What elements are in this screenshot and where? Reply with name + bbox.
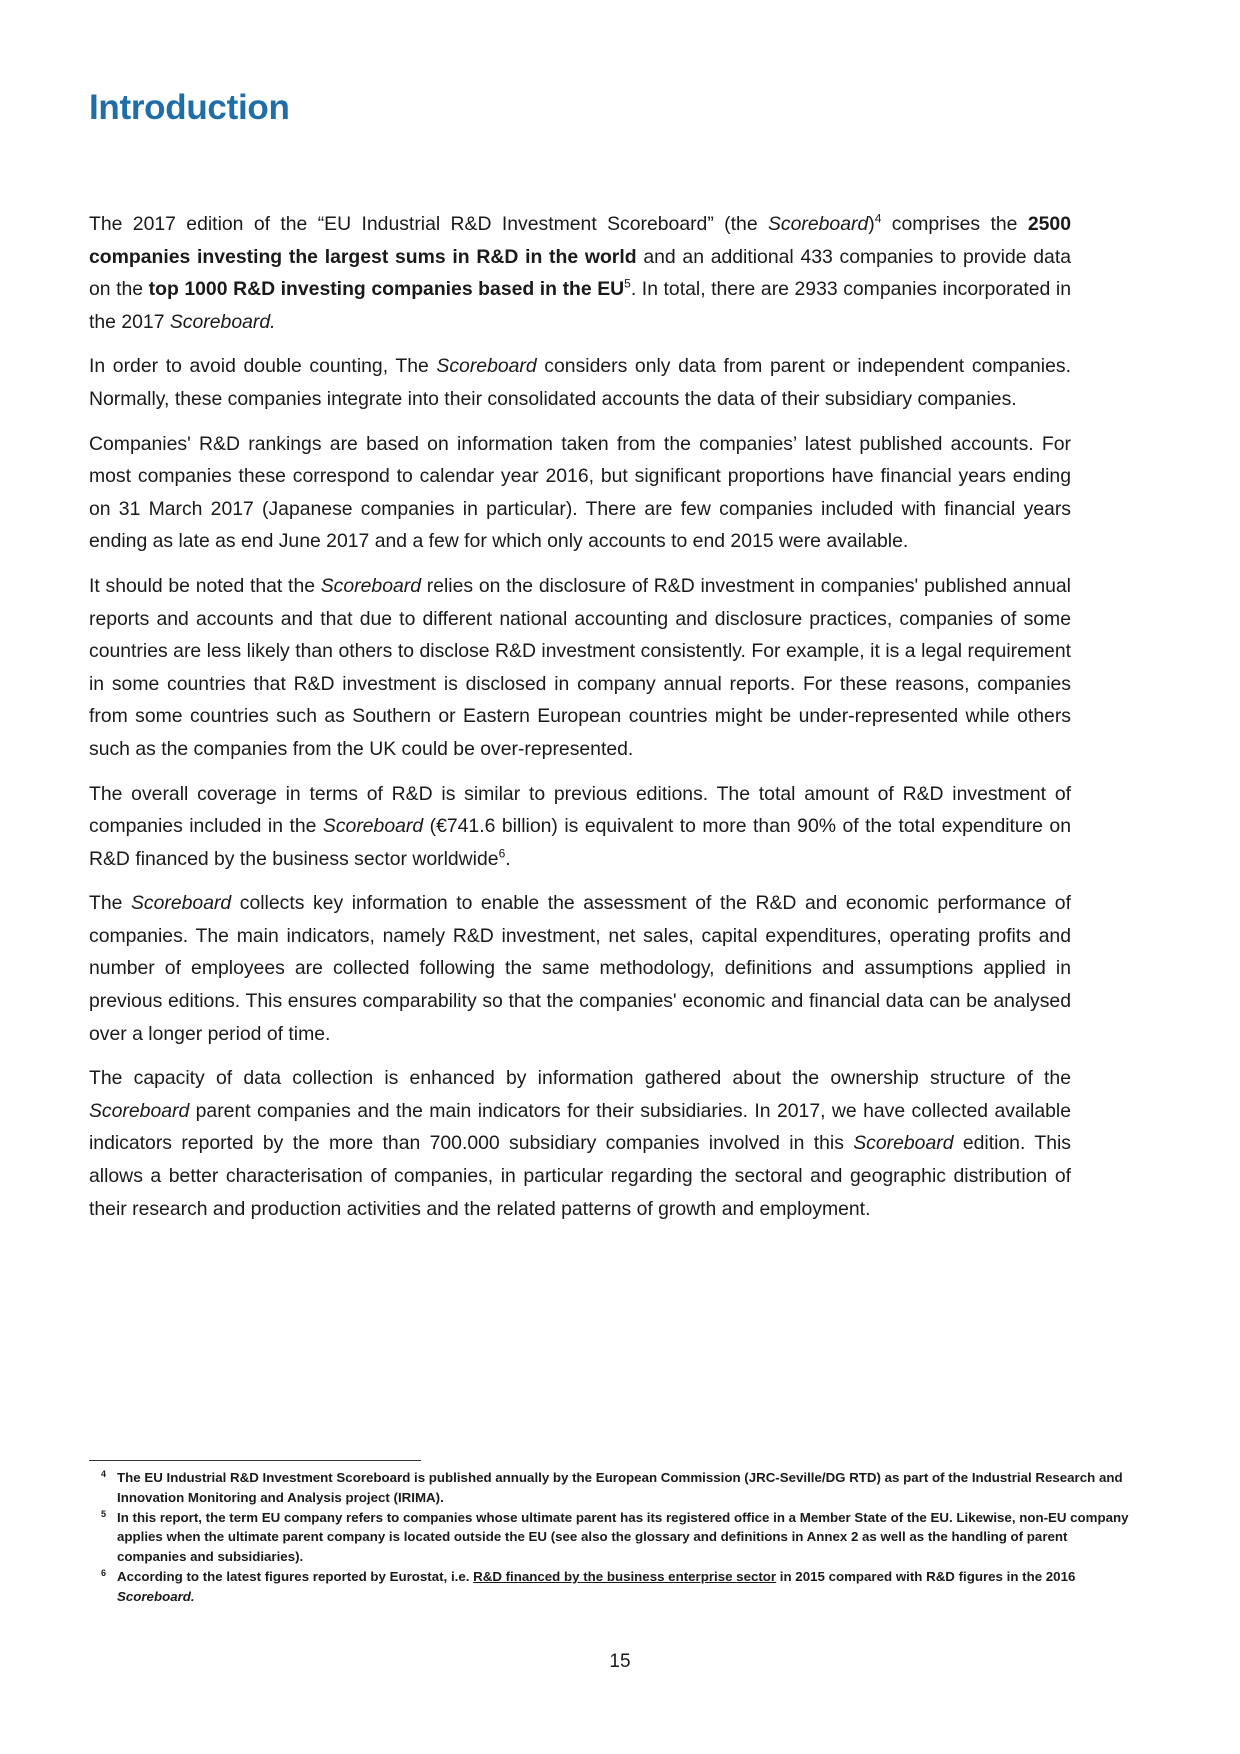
paragraph-6: The Scoreboard collects key information to enable the assessment of the R&D and economic performance of companies. The main indicators, namely R&D investment, net sales, capital expenditures, operating profits and number of employees are collected following the same methodology, definitions and assumptions applied in previous editions. This ensures comparability so that the companies' economic and financial data can be analysed over a longer period of time.	[89, 892, 1071, 1045]
footnotes	[89, 1468, 1129, 1607]
page-number: 15	[609, 1651, 631, 1672]
eurostat-link[interactable]: R&D financed by the business enterprise sector	[473, 1568, 777, 1584]
footnote-ref-6[interactable]: 6	[498, 846, 506, 861]
footnote-mark: 6	[101, 1567, 107, 1578]
footnote-4: 4 The EU Industrial R&D Investment Scoreboard is published annually by the European Commission (JRC-Seville/DG RTD) as part of the Industrial Research and Innovation Monitoring and Analysis project (IRIMA).	[89, 1468, 1129, 1508]
footnote-ref-5[interactable]: 5	[624, 276, 631, 291]
footnote-mark: 5	[101, 1508, 107, 1519]
paragraph-7: The capacity of data collection is enhanced by information gathered about the ownership structure of the Scoreboard parent companies and the main indicators for their subsidiaries. In 2017, we have collected available indicators reported by the more than 700.000 subsidiary companies involved in this Scoreboard edition. This allows a better characterisation of companies, in particular regarding the sectoral and geographic distribution of their research and production activities and the related patterns of growth and employment.	[89, 1067, 1071, 1220]
footnote-5: 5 In this report, the term EU company refers to companies whose ultimate parent has its registered office in a Member State of the EU. Likewise, non-EU company applies when the ultimate parent company is located outside the EU (see also the glossary and definitions in Annex 2 as well as the handling of parent companies and subsidiaries).	[89, 1508, 1129, 1567]
page-title: Introduction	[89, 88, 290, 127]
body-text	[89, 208, 1071, 1237]
paragraph-5: The overall coverage in terms of R&D is similar to previous editions. The total amount of R&D investment of companies included in the Scoreboard (€741.6 billion) is equivalent to more than 90% of the total expenditure on R&D financed by the business sector worldwide$^6$.	[89, 782, 1071, 870]
footnote-6: 6 According to the latest figures reported by Eurostat, i.e. R&D financed by the business enterprise sector in 2015 compared with R&D figures in the 2016 Scoreboard.	[89, 1567, 1129, 1607]
paragraph-2: In order to avoid double counting, The Scoreboard considers only data from parent or independent companies. Normally, these companies integrate into their consolidated accounts the data of their subsidiary companies.	[89, 355, 1071, 410]
footnote-divider	[89, 1460, 421, 1461]
footnote-ref-4[interactable]: 4	[874, 211, 882, 226]
paragraph-3: Companies' R&D rankings are based on information taken from the companies’ latest published accounts. For most companies these correspond to calendar year 2016, but significant proportions have financial years ending on 31 March 2017 (Japanese companies in particular). There are few companies included with financial years ending as late as end June 2017 and a few for which only accounts to end 2015 were available.	[89, 432, 1071, 553]
paragraph-1: The 2017 edition of the “EU Industrial R&D Investment Scoreboard” (the Scoreboard)$^4$ comprises the 2500 companies investing the largest sums in R&D in the world and an additional 433 companies to provide data on the top 1000 R&D investing companies based in the $EU^5$. In total, there are 2933 companies incorporated in the 2017 Scoreboard.	[89, 211, 1072, 333]
paragraph-4: It should be noted that the Scoreboard relies on the disclosure of R&D investment in companies' published annual reports and accounts and that due to different national accounting and disclosure practices, companies of some countries are less likely than others to disclose R&D investment consistently. For example, it is a legal requirement in some countries that R&D investment is disclosed in company annual reports. For these reasons, companies from some countries such as Southern or Eastern European countries might be under-represented while others such as the companies from the UK could be over-represented.	[89, 574, 1071, 760]
footnote-mark: 4	[101, 1469, 107, 1479]
